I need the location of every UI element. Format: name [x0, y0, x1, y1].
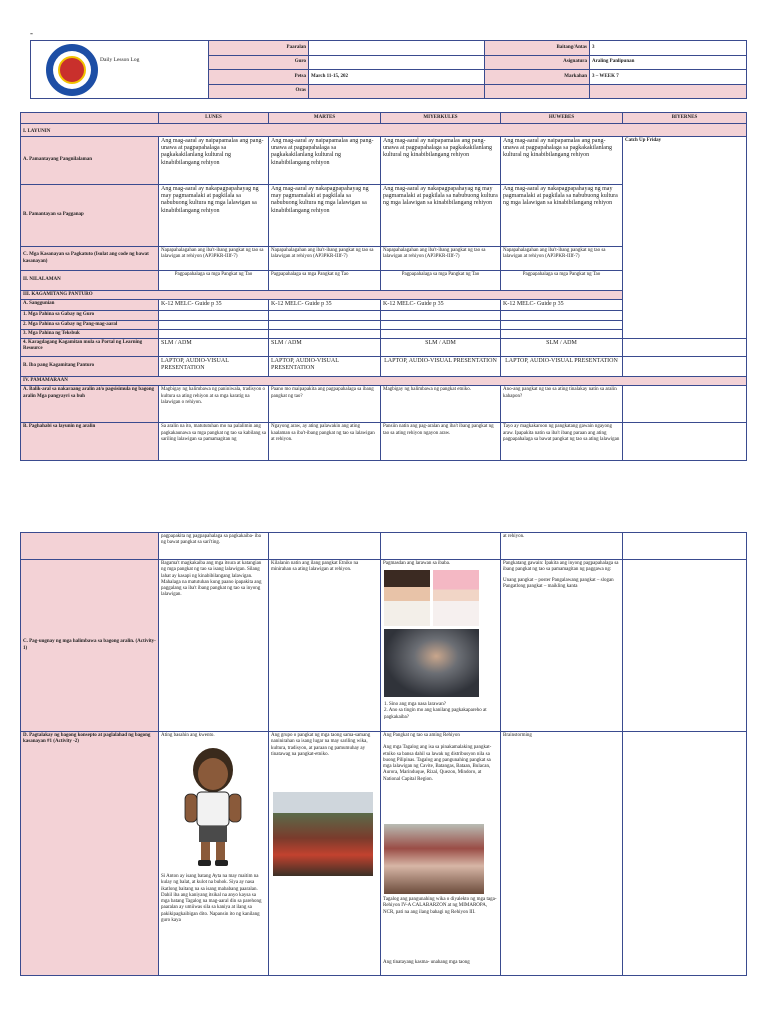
boy-illustration: [171, 742, 255, 872]
catch-up-friday: Catch Up Friday: [623, 137, 747, 339]
paghahabi-martes: Ngayong araw, ay ating palawakin ang ating kaalaman sa iba't-ibang pangkat ng tao sa lalawigan at rehiyon.: [269, 423, 381, 461]
konsepto-martes: Ang grupo o pangkat ng mga taong sama-samang naninirahan sa isang lugar na may sariling wika, kultura, tradisyon, at paraan ng pamumuhay ay tinatawag na pangkat-etniko.: [269, 732, 381, 976]
ugnay-huwebes: Pangkatang gawain: Ipakita ang inyong pagpapahalaga sa ibang pangkat ng tao sa pamamagitan ng paggawa ng: Unang pangkat – poster Pangalawang pangkat – slogan Pangatlong pangkat – maikling kanta: [501, 560, 623, 732]
nilalaman-lunes: Pagpapahalaga sa mga Pangkat ng Tao: [159, 271, 269, 291]
balik-lunes: Magbigay ng halimbawa ng paniniwala, tradisyon o kultura sa ating rehiyon at sa mga karatig na lalawigan o rehiyon.: [159, 386, 269, 423]
konsepto-miyerkules: Ang Pangkat ng tao sa aming Rehiyon Ang mga Tagalog ang isa sa pinakamalaking pangkat-etniko sa bansa dahil sa lawak ng distribusyon nila sa buong Pilipinas. Tagalog ang pangunahing pangkat sa mga lalawigan ng Cavite, Batangas, Bataan, Bulacan, Aurora, Marinduque, Rizal, Quezon, Mindoro, at National Capital Region. Tagalog ang pangunahing wika o diyalekto ng mga taga-Rehiyon IV-A CALABARZON at ng MIMAROPA, NCR, pati na ang ilang bahagi ng Rehiyon III. Ang tinatayang kasma- unahang mga taong: [381, 732, 501, 976]
konsepto-huwebes: Brainstorming: [501, 732, 623, 976]
ugnay-martes: Kilalanin natin ang ilang pangkat Etniko na minirahan sa ating lalawigan at rehiyon.: [269, 560, 381, 732]
paghahabi-lunes: Sa aralin na ito, matututuhan mo na palalimin ang pagkakaunawa sa mga pangkat ng tao sa kabilang sa sariling lalawigan sa pamamagitan ng: [159, 423, 269, 461]
ugnay-miyerkules: [381, 560, 501, 732]
pagtalakay-label: D. Pagtalakay ng bagong konsepto at paglalahad ng bagong kasanayan #1 (Activity -2): [21, 732, 159, 976]
baitang-value: 3: [590, 41, 747, 56]
paaralan-value: [309, 41, 485, 56]
portal-lunes: SLM / ADM: [159, 339, 269, 357]
kasanayan-lunes: Napapahalagahan ang iba't-ibang pangkat ng tao sa lalawigan at rehiyon (AP3PKR-IIIf-7): [159, 247, 269, 271]
oras-value: [309, 84, 485, 99]
sanggunian-miyerkules: K-12 MELC- Guide p 35: [381, 300, 501, 311]
baitang-label: Baitang/Antas: [485, 41, 590, 56]
paghahabi-miyerkules: Pansiin natin ang pag-aralan ang iba't ibang pangkat ng tao sa ating rehiyon ngayon araw.: [381, 423, 501, 461]
cont-martes: [269, 533, 381, 560]
portal-martes: SLM / ADM: [269, 339, 381, 357]
kasanayan-miyerkules: Napapahalagahan ang iba't-ibang pangkat ng tao sa lalawigan at rehiyon (AP3PKR-IIIf-7): [381, 247, 501, 271]
ugnay-question-2: 2. Ano sa tingin mo ang kanilang pagkakapareho at pagkakaiba?: [384, 708, 487, 720]
markahan-label: Markahan: [485, 70, 590, 85]
asignatura-value: Araling Panlipunan: [590, 55, 747, 70]
asignatura-label: Asignatura: [485, 55, 590, 70]
photo-tagalog-group: [384, 824, 484, 894]
ugnay-lunes: Bagama't magkakaiba ang mga itsura at katangian ng mga pangkat ng tao sa isang lalawigan. Silang lahat ay kasapi ng kinabibilangang lalawigan. Mahalaga na matutuhan kung paano ipapakita ang paggalang sa iba't ibang pangkat ng tao sa inyong lalawigan.: [159, 560, 269, 732]
cont-huwebes: at rehiyon.: [501, 533, 623, 560]
pamantayan-huwebes: Ang mag-aaral ay naipapamalas ang pang-unawa at pagpapahalaga sa pagkakakilanlang kultural ng kinabibilangang rehiyon: [501, 137, 623, 185]
iba-lunes: LAPTOP, AUDIO-VISUAL PRESENTATION: [159, 357, 269, 377]
header-table: [30, 40, 747, 99]
pamantayan-label: A. Pamantayang Pangnilalaman: [21, 137, 159, 185]
gabay-mag-aaral-label: 2. Mga Pahina sa Gabay ng Pang-mag-aaral: [21, 320, 159, 329]
kasanayan-label: C. Mga Kasanayan sa Pagkatuto (Isulat ang code ng bawat kasanayan): [21, 247, 159, 271]
petsa-label: Petsa: [209, 70, 309, 85]
paaralan-label: Paaralan: [209, 41, 309, 56]
day-header-lunes: LUNES: [159, 113, 269, 124]
nilalaman-miyerkules: Pagpapahalaga sa mga Pangkat ng Tao: [381, 271, 501, 291]
day-header-miyerkules: MIYERKULES: [381, 113, 501, 124]
pamantayan-martes: Ang mag-aaral ay naipapamalas ang pang-unawa at pagpapahalaga sa pagkakakilanlang kultural ng kinabibilangang rehiyon: [269, 137, 381, 185]
pamamaraan-heading: IV. PAMAMARAAN: [21, 377, 747, 386]
photo-woman-2: [433, 570, 479, 626]
ugnay-question-1: 1. Sino ang mga nasa larawan?: [384, 702, 446, 707]
balik-miyerkules: Magbigay ng halimbawa ng pangkat etniko.: [381, 386, 501, 423]
petsa-value: March 11-15, 202: [309, 70, 485, 85]
pag-uugnay-label: C. Pag-uugnay ng mga halimbawa sa bagong aralin. (Activity-1): [21, 560, 159, 732]
sanggunian-martes: K-12 MELC- Guide p 35: [269, 300, 381, 311]
kagamitan-heading: III. KAGAMITANG PANTURO: [21, 291, 623, 300]
layunin-heading: I. LAYUNIN: [21, 124, 747, 137]
cont-lunes: pagpapakita ng pagpapahalaga sa pagkakaiba- iba ng bawat pangkat sa sari'ting.: [159, 533, 269, 560]
pagganap-lunes: Ang mag-aaral ay nakapagpapahayag ng may pagmamalaki at pagkilala sa nabubuong kultura ng mga lalawigan sa kinabibilangang rehiyon: [159, 185, 269, 247]
day-header-huwebes: HUWEBES: [501, 113, 623, 124]
iba-miyerkules: LAPTOP, AUDIO-VISUAL PRESENTATION: [381, 357, 501, 377]
cont-miyerkules: [381, 533, 501, 560]
iba-huwebes: LAPTOP, AUDIO-VISUAL PRESENTATION: [501, 357, 623, 377]
balik-huwebes: Ano-ang pangkat ng tao sa ating tinalakay natin sa aralin kahapon?: [501, 386, 623, 423]
pamantayan-lunes: Ang mag-aaral ay naipapamalas ang pang-unawa at pagpapahalaga sa pagkakakilanlang kultural ng kinabibilangang rehiyon: [159, 137, 269, 185]
pagganap-huwebes: Ang mag-aaral ay nakapagpapahayag ng may pagmamalaki at pagkilala sa nabubuong kultura ng mga lalawigan sa kinabibilangang rehiyon: [501, 185, 623, 247]
ugnay-miyerkules-intro: Pagmasdan ang larawan sa ibaba.: [383, 561, 451, 566]
pagganap-martes: Ang mag-aaral ay nakapagpapahayag ng may pagmamalaki at pagkilala sa nabubuong kultura ng mga lalawigan sa kinabibilangang rehiyon: [269, 185, 381, 247]
day-header-martes: MARTES: [269, 113, 381, 124]
photo-ethnic-group: [273, 792, 373, 876]
paghahabi-label: B. Paghahabi sa layunin ng aralin: [21, 423, 159, 461]
oras-label: Oras: [209, 84, 309, 99]
nilalaman-label: II. NILALAMAN: [21, 271, 159, 291]
kasanayan-martes: Napapahalagahan ang iba't-ibang pangkat ng tao sa lalawigan at rehiyon (AP3PKR-IIIf-7): [269, 247, 381, 271]
nilalaman-martes: Pagpapahalaga sa mga Pangkat ng Tao: [269, 271, 381, 291]
day-header-biyernes: BIYERNES: [623, 113, 747, 124]
sanggunian-huwebes: K-12 MELC- Guide p 35: [501, 300, 623, 311]
balik-martes: Paano mo maipapakita ang pagpapahalaga sa ibang pangkat ng tao?: [269, 386, 381, 423]
paghahabi-huwebes: Tayo ay magkakaroon ng pangkatang gawain ngayong araw. Ipapakita natin sa iba't ibang paraan ang ating pagpapahalaga sa bawat pangkat ng tao sa ating lalawigan: [501, 423, 623, 461]
sanggunian-lunes: K-12 MELC- Guide p 35: [159, 300, 269, 311]
pagganap-miyerkules: Ang mag-aaral ay nakapagpapahayag ng may pagmamalaki at pagkilala sa nabubuong kultura ng mga lalawigan sa kinabibilangang rehiyon: [381, 185, 501, 247]
portal-huwebes: SLM / ADM: [501, 339, 623, 357]
daily-lesson-log-title: Daily Lesson Log: [100, 57, 140, 63]
photo-woman-3: [384, 629, 479, 697]
teksbuk-label: 3. Mga Pahina ng Teksbuk: [21, 329, 159, 338]
portal-label: 4. Karagdagang Kagamitan mula sa Portal ng Learning Resource: [21, 339, 159, 357]
portal-miyerkules: SLM / ADM: [381, 339, 501, 357]
konsepto-lunes: Ating basahin ang kwento. Si Anton ay isang batang Ayta na may maitim na kulay ng balat, at kulot na buhok. Siya ay nasa ikatlong baitang na sa isang mababang paaralan. Dahil iba ang kaniyang itsikal na anyo kaysa sa mga batang Tagalog na mag-aaral din sa parehong paaralan ay umiiwas sila sa kaniya at ilang sa pakikipagkaibigan dito. Napansin ito ng kanilang guro kaya: [159, 732, 269, 976]
iba-martes: LAPTOP, AUDIO-VISUAL PRESENTATION: [269, 357, 381, 377]
nilalaman-huwebes: Pagpapahalaga sa mga Pangkat ng Tao: [501, 271, 623, 291]
pamantayan-miyerkules: Ang mag-aaral ay naipapamalas ang pang-unawa at pagpapahalaga sa pagkakakilanlang kultural ng kinabibilangang rehiyon: [381, 137, 501, 185]
guro-label: Guro: [209, 55, 309, 70]
page-dash: -: [30, 28, 33, 38]
gabay-guro-label: 1. Mga Pahina sa Gabay ng Guro: [21, 311, 159, 320]
anton-story: Si Anton ay isang batang Ayta na may maitim na kulay ng balat, at kulot na buhok. Siya ay nasa ikatlong baitang na sa isang mababang paaralan. Dahil iba ang kaniyang itsikal na anyo kaysa sa mga batang Tagalog na mag-aaral din sa parehong paaralan ay umiiwas sila sa kaniya at ilang sa pakikipagkaibigan dito. Napansin ito ng kanilang guro kaya: [161, 874, 262, 923]
lesson-table-page-2: [20, 532, 747, 976]
sanggunian-label: A. Sanggunian: [21, 300, 159, 311]
pagganap-label: B. Pamantayan sa Pagganap: [21, 185, 159, 247]
balik-aral-label: A. Balik-aral sa nakaraang aralin at/o pagsisimula ng bagong aralin Mga pangyayri sa buh: [21, 386, 159, 423]
guro-value: [309, 55, 485, 70]
kasanayan-huwebes: Napapahalagahan ang iba't-ibang pangkat ng tao sa lalawigan at rehiyon (AP3PKR-IIIf-7): [501, 247, 623, 271]
markahan-value: 3 – WEEK 7: [590, 70, 747, 85]
iba-label: B. Iba pang Kagamitang Panturo: [21, 357, 159, 377]
lesson-table-page-1: [20, 112, 747, 461]
photo-woman-1: [384, 570, 430, 626]
